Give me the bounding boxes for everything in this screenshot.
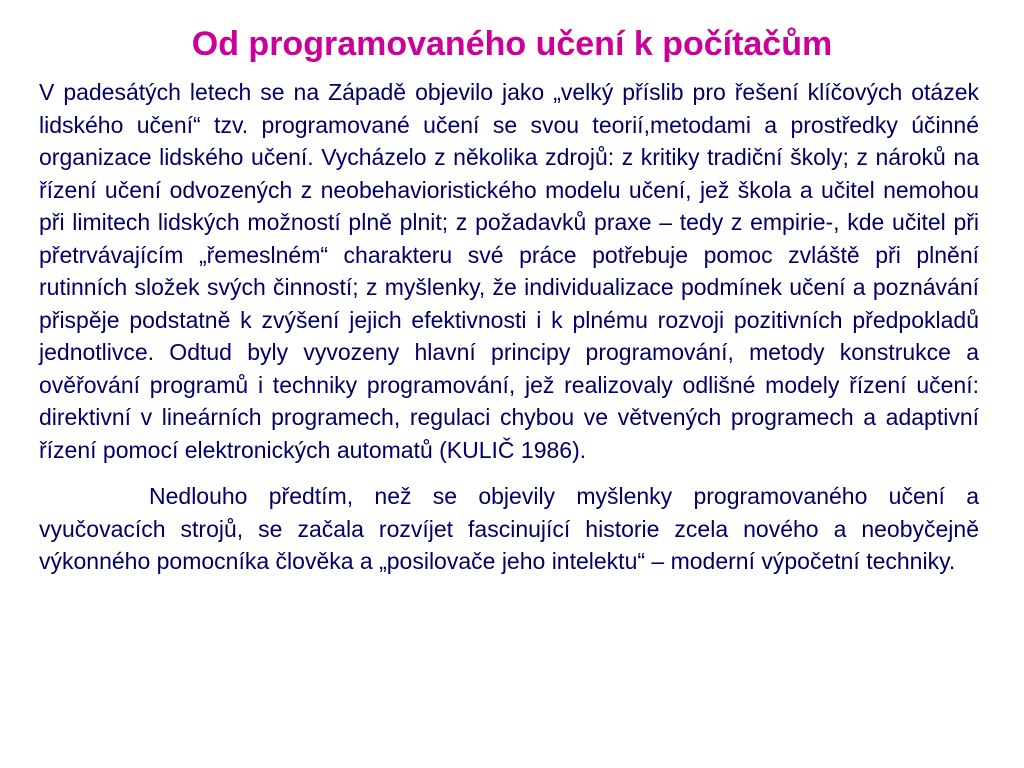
slide-body (39, 76, 979, 578)
paragraph-programmed-learning: V padesátých letech se na Západě objevilo jako „velký příslib pro řešení klíčových otázek lidského učení“ tzv. programované učení se svou teorií,metodami a prostředky účinné organizace lidského učení. Vycházelo z několika zdrojů: z kritiky tradiční školy; z nároků na řízení učení odvozených z neobehavioristického modelu učení, jež škola a učitel nemohou při limitech lidských možností plně plnit; z požadavků praxe – tedy z empirie-, kde učitel při přetrvávajícím „řemeslném“ charakteru své práce potřebuje pomoc zvláště při plnění rutinních složek svých činností; z myšlenky, že individualizace podmínek učení a poznávání přispěje podstatně k zvýšení jejich efektivnosti i k plnému rozvoji pozitivních předpokladů jednotlivce. Odtud byly vyvozeny hlavní principy programování, metody konstrukce a ověřování programů i techniky programování, jež realizovaly odlišné modely řízení učení: direktivní v lineárních programech, regulaci chybou ve větvených programech a adaptivní řízení pomocí elektronických automatů (KULIČ 1986). (39, 79, 979, 463)
paragraph-computing-history: Nedlouho předtím, než se objevily myšlenky programovaného učení a vyučovacích strojů, se začala rozvíjet fascinující historie zcela nového a neobyčejně výkonného pomocníka člověka a „posilovače jeho intelektu“ – moderní výpočetní techniky. (39, 483, 979, 574)
slide-title: Od programovaného učení k počítačům (191, 25, 833, 63)
